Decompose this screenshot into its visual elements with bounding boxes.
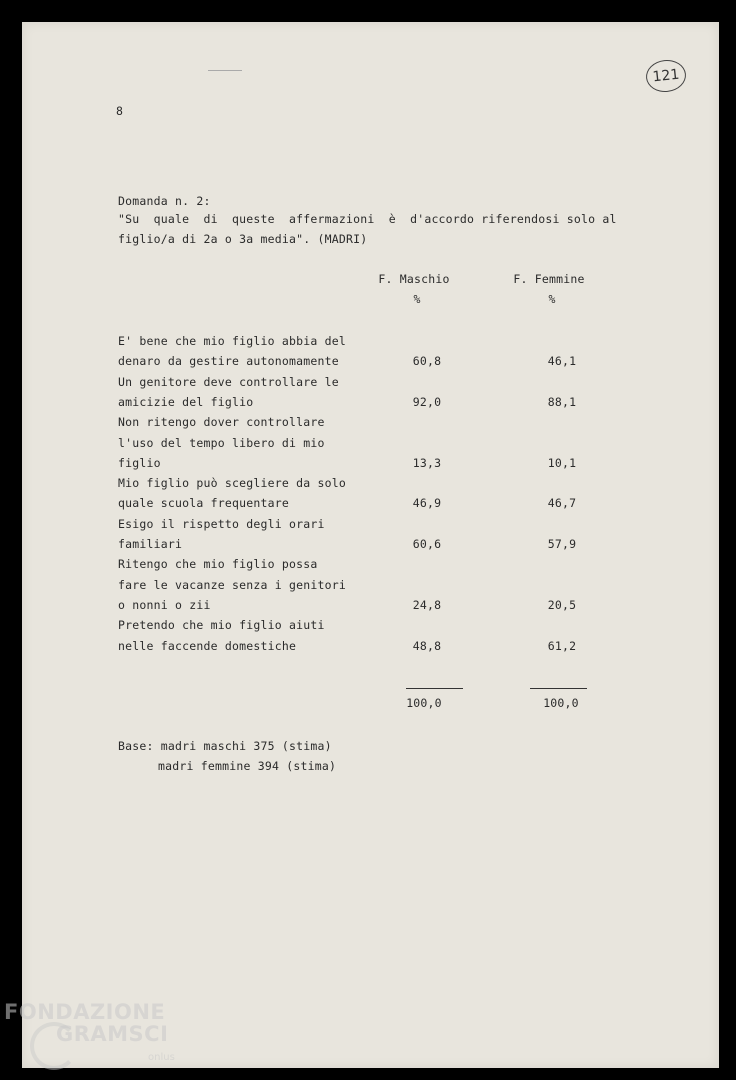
row-label-line: Ritengo che mio figlio possa (118, 557, 318, 572)
question-text-line2: figlio/a di 2a o 3a media". (MADRI) (118, 232, 368, 246)
pencil-mark (208, 70, 242, 71)
col-unit-maschio: % (413, 292, 421, 306)
row-label-line: Un genitore deve controllare le (118, 374, 339, 389)
value-maschio: 48,8 (412, 638, 442, 653)
row-label-line: o nonni o zii (118, 597, 211, 612)
archive-stamp (644, 58, 687, 94)
value-maschio: 60,6 (412, 537, 442, 551)
value-femmine: 46,1 (547, 354, 577, 369)
value-femmine: 61,2 (547, 638, 577, 653)
col-header-maschio: F. Maschio (378, 272, 450, 286)
value-femmine: 46,7 (547, 496, 577, 511)
question-label: Domanda n. 2: (118, 194, 211, 208)
row-label-line: nelle faccende domestiche (118, 638, 297, 653)
row-label-line: quale scuola frequentare (118, 496, 289, 511)
value-femmine: 20,5 (547, 597, 577, 612)
base-line2: madri femmine 394 (stima) (158, 759, 337, 773)
row-label-line: fare le vacanze senza i genitori (118, 577, 346, 592)
row-label-line: familiari (118, 537, 183, 551)
value-femmine: 57,9 (547, 537, 577, 551)
archive-stamp-number: 121 (651, 66, 681, 86)
row-label-line: Mio figlio può scegliere da solo (118, 476, 346, 491)
question-text-line1: "Su quale di queste affermazioni è d'accordo riferendosi solo al (118, 212, 617, 226)
page-number: 8 (116, 104, 124, 118)
row-label-line: amicizie del figlio (118, 394, 254, 409)
total-femmine: 100,0 (543, 696, 579, 710)
row-label-line: denaro da gestire autonomamente (118, 354, 339, 369)
value-maschio: 13,3 (412, 455, 442, 470)
row-label-line: Esigo il rispetto degli orari (118, 516, 325, 531)
total-rule-femmine (530, 688, 587, 689)
row-label-line: Non ritengo dover controllare (118, 415, 325, 430)
watermark-line2: GRAMSCI (56, 1022, 169, 1046)
value-maschio: 92,0 (412, 394, 442, 409)
value-femmine: 10,1 (547, 455, 577, 470)
row-label-line: E' bene che mio figlio abbia del (118, 334, 346, 348)
col-unit-femmine: % (548, 292, 556, 306)
watermark-line1: FONDAZIONE (4, 1000, 166, 1024)
value-maschio: 60,8 (412, 354, 442, 369)
total-rule-maschio (406, 688, 463, 689)
row-label-line: l'uso del tempo libero di mio (118, 435, 325, 450)
watermark-line3: onlus (148, 1052, 175, 1063)
value-maschio: 24,8 (412, 597, 442, 612)
base-line1: Base: madri maschi 375 (stima) (118, 739, 332, 753)
col-header-femmine: F. Femmine (513, 272, 585, 286)
value-maschio: 46,9 (412, 496, 442, 511)
value-femmine: 88,1 (547, 394, 577, 409)
watermark-logo (4, 1000, 184, 1076)
document-page (22, 22, 719, 1068)
row-label-line: Pretendo che mio figlio aiuti (118, 618, 325, 633)
row-label-line: figlio (118, 455, 161, 470)
total-maschio: 100,0 (406, 696, 442, 710)
